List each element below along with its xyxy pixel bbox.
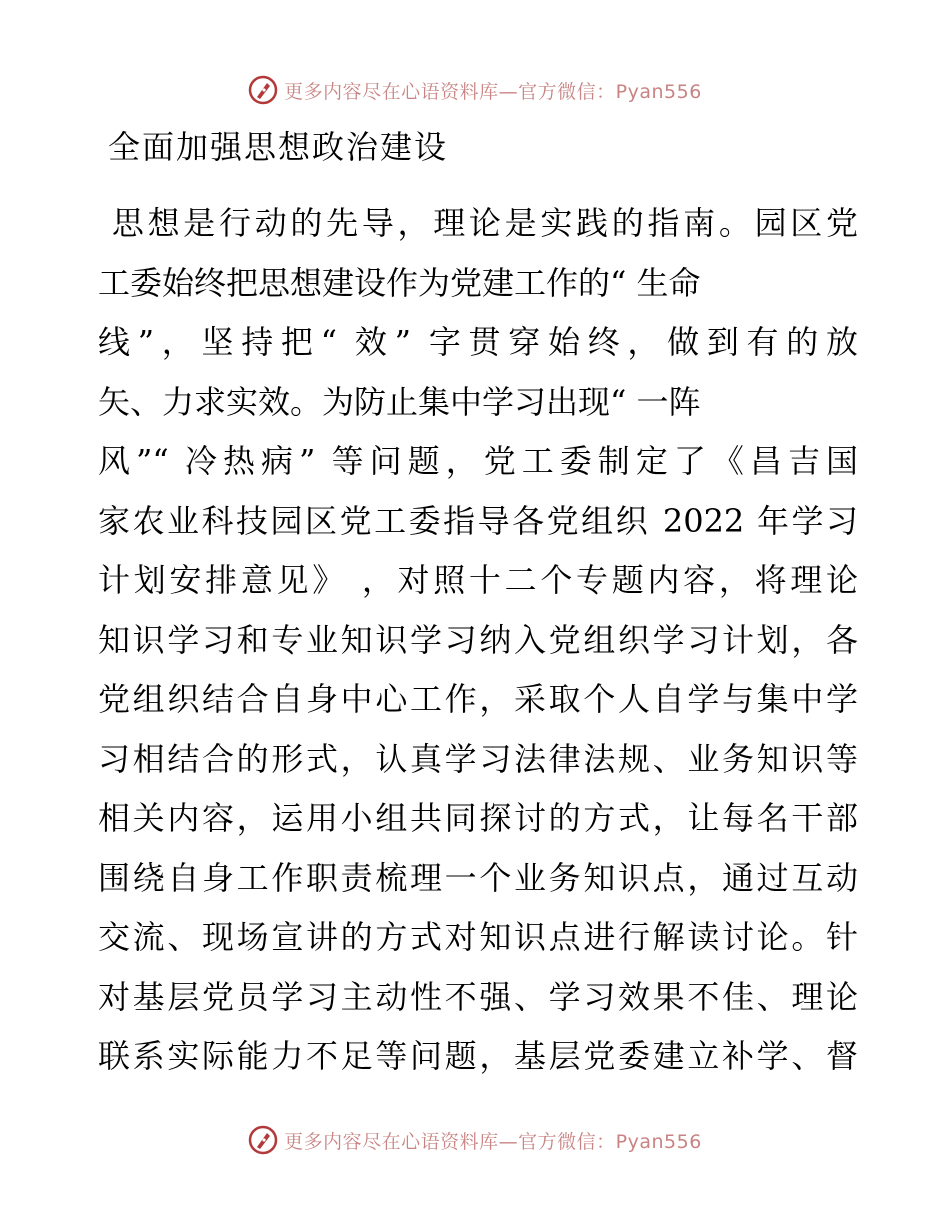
paragraph-line: 矢、力求实效。为防止集中学习出现“ 一阵 (98, 382, 701, 421)
paragraph-line: 家农业科技园区党工委指导各党组织 2022 年学习 (98, 501, 858, 540)
header-banner-text: 更多内容尽在心语资料库—官方微信：Pyan556 (284, 80, 702, 103)
paragraph-line: 思想是行动的先导，理论是实践的指南。园区党 (98, 204, 858, 242)
paragraph-line: 党组织结合自身中心工作，采取个人自学与集中学 (98, 680, 858, 718)
document-title: 全面加强思想政治建设 (108, 128, 449, 166)
paragraph (98, 194, 858, 1087)
header-banner (0, 70, 950, 110)
paragraph-line: 知识学习和专业知识学习纳入党组织学习计划，各 (98, 620, 858, 659)
paragraph-line: 交流、现场宣讲的方式对知识点进行解读讨论。针 (98, 918, 858, 956)
paragraph-line: 联系实际能力不足等问题，基层党委建立补学、督 (98, 1037, 858, 1075)
pen-nib-logo-icon (248, 1125, 278, 1155)
paragraph-line: 习相结合的形式，认真学习法律法规、业务知识等 (98, 739, 858, 778)
paragraph-line: 相关内容，运用小组共同探讨的方式，让每名干部 (98, 799, 858, 837)
paragraph-line: 线”，坚持把“ 效” 字贯穿始终，做到有的放 (98, 323, 858, 361)
paragraph-line: 对基层党员学习主动性不强、学习效果不佳、理论 (98, 977, 858, 1016)
pen-nib-logo-icon (248, 75, 278, 105)
paragraph-line: 工委始终把思想建设作为党建工作的“ 生命 (98, 263, 701, 302)
paragraph-line: 围绕自身工作职责梳理一个业务知识点，通过互动 (98, 858, 858, 897)
footer-banner-text: 更多内容尽在心语资料库—官方微信：Pyan556 (284, 1130, 702, 1153)
paragraph-line: 计划安排意见》 ，对照十二个专题内容，将理论 (98, 561, 858, 599)
footer-banner (0, 1120, 950, 1160)
paragraph-line: 风”“ 冷热病” 等问题，党工委制定了《昌吉国 (98, 442, 858, 480)
